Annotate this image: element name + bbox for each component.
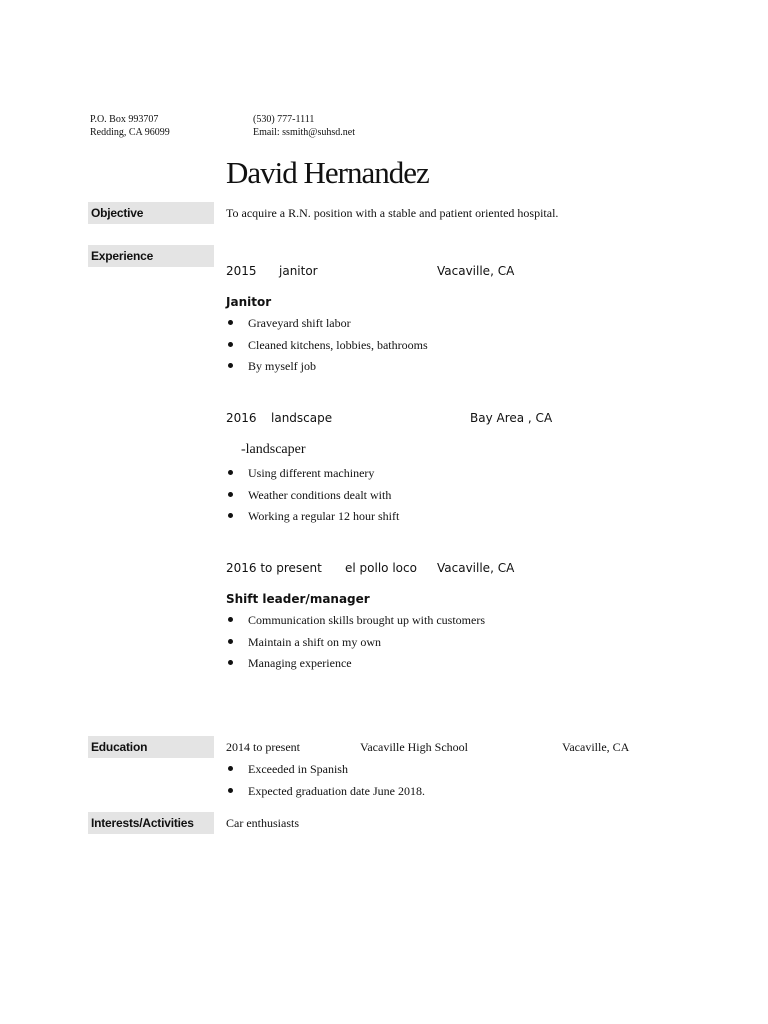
job-bullet-list	[226, 612, 485, 677]
bullet-icon	[228, 320, 233, 325]
address-line-1: P.O. Box 993707	[90, 114, 159, 125]
list-item: Using different machinery	[226, 465, 399, 487]
job-year: 2016	[226, 411, 257, 425]
bullet-icon	[228, 470, 233, 475]
education-years: 2014 to present	[226, 740, 300, 754]
list-item: Exceeded in Spanish	[226, 761, 425, 783]
address-line-2: Redding, CA 96099	[90, 127, 170, 138]
job-year: 2016 to present	[226, 561, 322, 575]
interests-text: Car enthusiasts	[226, 816, 299, 830]
bullet-icon	[228, 660, 233, 665]
list-item: Weather conditions dealt with	[226, 487, 399, 509]
bullet-icon	[228, 492, 233, 497]
job-title: Shift leader/manager	[226, 592, 370, 606]
bullet-icon	[228, 617, 233, 622]
job-company: el pollo loco	[345, 561, 417, 575]
section-label-interests: Interests/Activities	[88, 812, 214, 834]
list-item: By myself job	[226, 358, 428, 380]
email-address: Email: ssmith@suhsd.net	[253, 127, 355, 138]
bullet-icon	[228, 766, 233, 771]
section-label-objective: Objective	[88, 202, 214, 224]
contact-info-block	[253, 113, 355, 139]
bullet-icon	[228, 513, 233, 518]
bullet-icon	[228, 788, 233, 793]
list-item: Expected graduation date June 2018.	[226, 783, 425, 805]
job-bullet-list	[226, 465, 399, 530]
education-bullet-list	[226, 761, 425, 804]
address-block	[90, 113, 170, 139]
phone-number: (530) 777-1111	[253, 114, 315, 125]
job-year: 2015	[226, 264, 257, 278]
resume-name: David Hernandez	[226, 155, 429, 190]
job-title: -landscaper	[241, 442, 306, 457]
list-item: Working a regular 12 hour shift	[226, 508, 399, 530]
bullet-icon	[228, 639, 233, 644]
job-location: Vacaville, CA	[437, 264, 515, 278]
job-location: Bay Area , CA	[470, 411, 553, 425]
list-item: Managing experience	[226, 655, 485, 677]
list-item: Graveyard shift labor	[226, 315, 428, 337]
objective-text: To acquire a R.N. position with a stable and patient oriented hospital.	[226, 206, 559, 220]
job-bullet-list	[226, 315, 428, 380]
bullet-icon	[228, 363, 233, 368]
list-item: Communication skills brought up with customers	[226, 612, 485, 634]
section-label-experience: Experience	[88, 245, 214, 267]
job-title: Janitor	[226, 295, 272, 309]
list-item: Cleaned kitchens, lobbies, bathrooms	[226, 337, 428, 359]
bullet-icon	[228, 342, 233, 347]
education-location: Vacaville, CA	[562, 740, 630, 754]
job-company: janitor	[279, 264, 318, 278]
education-school: Vacaville High School	[360, 740, 468, 754]
list-item: Maintain a shift on my own	[226, 634, 485, 656]
job-location: Vacaville, CA	[437, 561, 515, 575]
job-company: landscape	[271, 411, 333, 425]
section-label-education: Education	[88, 736, 214, 758]
